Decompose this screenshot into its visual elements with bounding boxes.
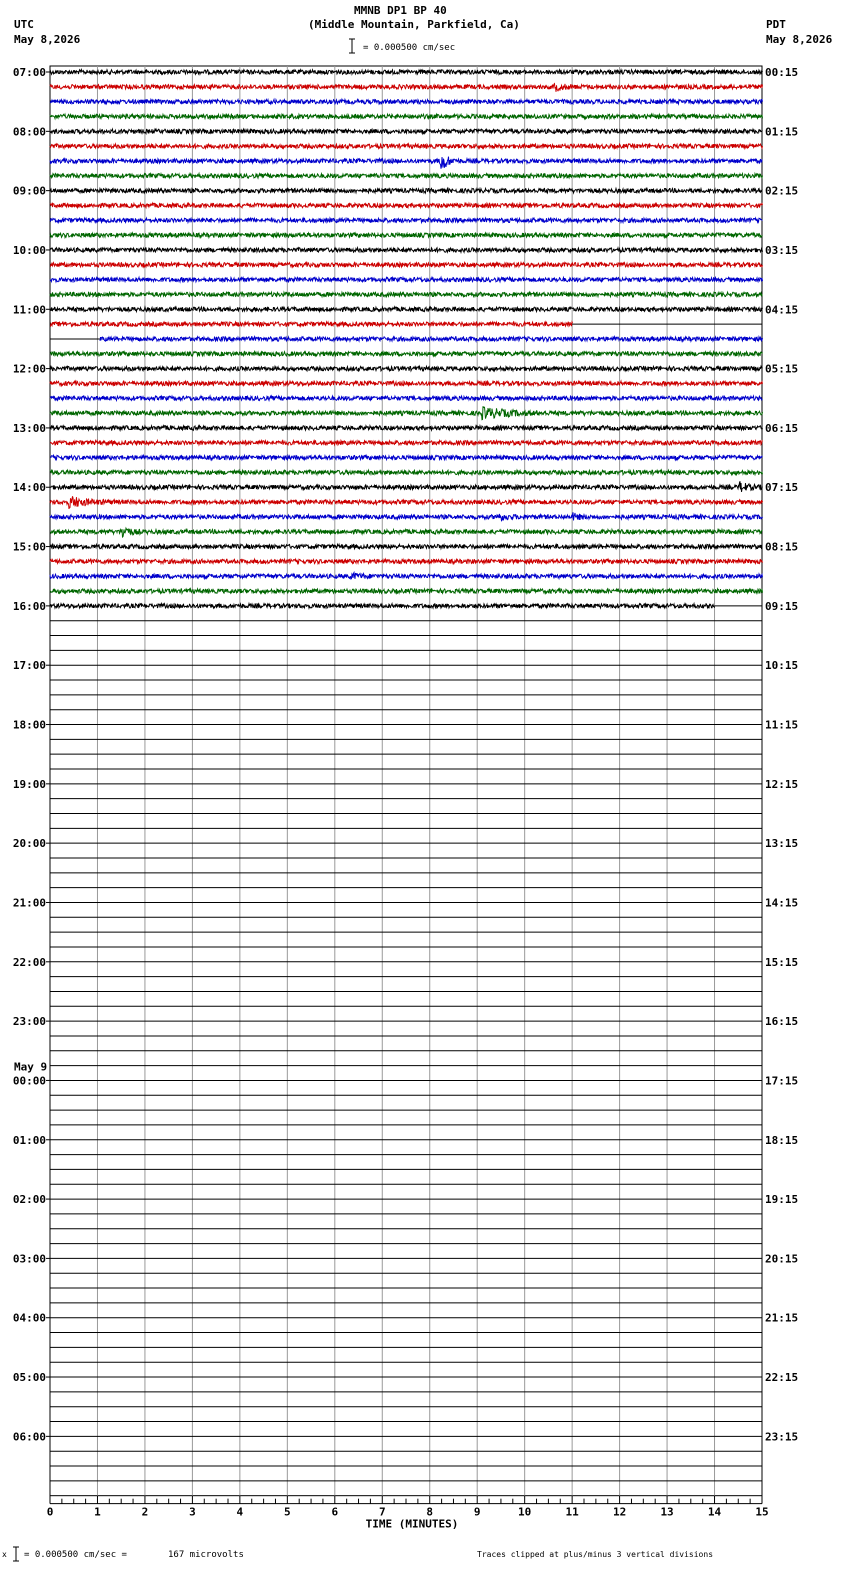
utc-hour-label: 01:00 — [12, 1133, 46, 1147]
x-tick-label: 14 — [707, 1505, 722, 1519]
pdt-hour-label: 04:15 — [765, 303, 799, 317]
trace-row — [50, 381, 763, 385]
utc-hour-label: 11:00 — [12, 303, 46, 317]
footer-scale-icon — [13, 1547, 19, 1561]
x-tick-label: 4 — [236, 1505, 244, 1519]
pdt-hour-label: 02:15 — [765, 184, 799, 198]
chart-title: MMNB DP1 BP 40 — [354, 4, 447, 17]
trace-row — [50, 218, 763, 222]
trace-row — [50, 396, 763, 400]
trace-row — [50, 188, 763, 192]
utc-hour-label: 13:00 — [12, 421, 46, 435]
pdt-date: May 8,2026 — [766, 33, 833, 46]
x-tick-label: 5 — [284, 1505, 291, 1519]
trace-row — [50, 470, 763, 474]
pdt-hour-label: 15:15 — [765, 955, 799, 969]
utc-date: May 8,2026 — [14, 33, 81, 46]
pdt-hour-label: 14:15 — [765, 896, 799, 910]
utc-hour-label: 02:00 — [12, 1193, 46, 1207]
utc-label: UTC — [14, 18, 34, 31]
utc-hour-label: 19:00 — [12, 777, 46, 791]
x-axis-label: TIME (MINUTES) — [365, 1517, 459, 1531]
trace-row — [50, 573, 763, 580]
pdt-hour-label: 11:15 — [765, 718, 799, 732]
trace-row — [50, 455, 763, 459]
x-tick-label: 6 — [331, 1505, 339, 1519]
trace-group — [50, 70, 763, 1481]
trace-row — [100, 337, 763, 341]
trace-row — [50, 144, 763, 148]
utc-hour-label: 22:00 — [12, 955, 46, 969]
trace-row — [50, 481, 763, 492]
utc-hour-label: 03:00 — [12, 1252, 46, 1266]
x-tick-label: 7 — [378, 1505, 386, 1519]
trace-row — [50, 100, 763, 104]
utc-hour-label: 07:00 — [12, 66, 46, 79]
trace-row — [50, 589, 763, 593]
pdt-hour-label: 07:15 — [765, 481, 799, 495]
trace-row — [50, 322, 573, 326]
x-tick-label: 3 — [189, 1505, 196, 1519]
x-tick-label: 11 — [565, 1505, 579, 1519]
utc-hour-label: 08:00 — [12, 125, 46, 139]
x-tick-label: 15 — [755, 1505, 769, 1519]
trace-row — [50, 441, 763, 445]
pdt-hour-label: 19:15 — [765, 1193, 799, 1207]
utc-hour-label: 16:00 — [12, 599, 46, 613]
pdt-hour-label: 21:15 — [765, 1311, 799, 1325]
trace-row — [50, 70, 763, 74]
utc-hour-label: 05:00 — [12, 1371, 46, 1385]
x-tick-label: 0 — [46, 1505, 54, 1519]
utc-hour-label: 15:00 — [12, 540, 46, 554]
scale-label: = 0.000500 cm/sec — [363, 43, 456, 53]
trace-row — [50, 157, 763, 169]
footer-scale-label: = 0.000500 cm/sec = — [24, 1550, 127, 1560]
utc-hour-label: 06:00 — [12, 1430, 46, 1444]
x-tick-label: 12 — [612, 1505, 627, 1519]
x-tick-label: 13 — [660, 1505, 674, 1519]
pdt-hour-label: 05:15 — [765, 362, 799, 376]
trace-row — [50, 203, 763, 207]
x-tick-label: 8 — [426, 1505, 434, 1519]
pdt-hour-label: 13:15 — [765, 837, 799, 851]
trace-row — [50, 604, 715, 608]
trace-row — [50, 352, 763, 356]
clip-note: Traces clipped at plus/minus 3 vertical divisions — [477, 1550, 714, 1559]
x-tick-label: 2 — [141, 1505, 149, 1519]
trace-row — [50, 174, 763, 178]
trace-row — [50, 426, 763, 430]
trace-row — [50, 292, 763, 296]
utc-hour-label: 17:00 — [12, 659, 46, 673]
pdt-hour-label: 17:15 — [765, 1074, 799, 1088]
pdt-hour-label: 09:15 — [765, 599, 799, 613]
footer-x-prefix: x — [2, 1550, 7, 1559]
pdt-hour-label: 22:15 — [765, 1371, 799, 1385]
x-tick-label: 9 — [473, 1505, 481, 1519]
utc-hour-label: 18:00 — [12, 718, 46, 732]
pdt-hour-label: 10:15 — [765, 659, 799, 673]
trace-row — [50, 366, 763, 370]
trace-row — [50, 129, 763, 133]
chart-subtitle: (Middle Mountain, Parkfield, Ca) — [308, 18, 520, 31]
trace-row — [50, 307, 763, 311]
trace-row — [50, 559, 763, 563]
utc-hour-label: 20:00 — [12, 837, 46, 851]
trace-row — [50, 263, 763, 267]
trace-row — [50, 248, 763, 252]
pdt-hour-label: 12:15 — [765, 777, 799, 791]
pdt-hour-label: 23:15 — [765, 1430, 799, 1444]
utc-hour-label: 00:00 — [12, 1074, 46, 1088]
utc-hour-label: 23:00 — [12, 1015, 46, 1029]
day-change-label: May 9 — [14, 1060, 48, 1074]
pdt-label: PDT — [766, 18, 786, 31]
trace-row — [50, 496, 763, 509]
trace-row — [50, 512, 763, 520]
scale-bar-icon — [349, 39, 355, 53]
pdt-hour-label: 00:15 — [765, 66, 799, 79]
x-tick-label: 1 — [94, 1505, 101, 1519]
trace-row — [50, 114, 763, 118]
trace-row — [50, 528, 763, 537]
utc-hour-label: 04:00 — [12, 1311, 46, 1325]
trace-row — [50, 277, 763, 281]
pdt-hour-label: 06:15 — [765, 421, 799, 435]
utc-hour-label: 21:00 — [12, 896, 46, 910]
pdt-hour-label: 01:15 — [765, 125, 799, 139]
pdt-hour-label: 18:15 — [765, 1133, 799, 1147]
utc-hour-label: 12:00 — [12, 362, 46, 376]
trace-row — [50, 544, 763, 548]
utc-hour-label: 14:00 — [12, 481, 46, 495]
footer-microvolts: 167 microvolts — [168, 1550, 244, 1560]
pdt-hour-label: 20:15 — [765, 1252, 799, 1266]
pdt-hour-label: 16:15 — [765, 1015, 799, 1029]
x-tick-label: 10 — [518, 1505, 532, 1519]
x-axis — [47, 1496, 769, 1531]
pdt-hour-label: 08:15 — [765, 540, 799, 554]
trace-row — [50, 84, 763, 92]
trace-row — [50, 406, 763, 419]
pdt-hour-label: 03:15 — [765, 243, 799, 257]
utc-hour-label: 09:00 — [12, 184, 46, 198]
utc-hour-label: 10:00 — [12, 243, 46, 257]
trace-row — [50, 233, 763, 237]
